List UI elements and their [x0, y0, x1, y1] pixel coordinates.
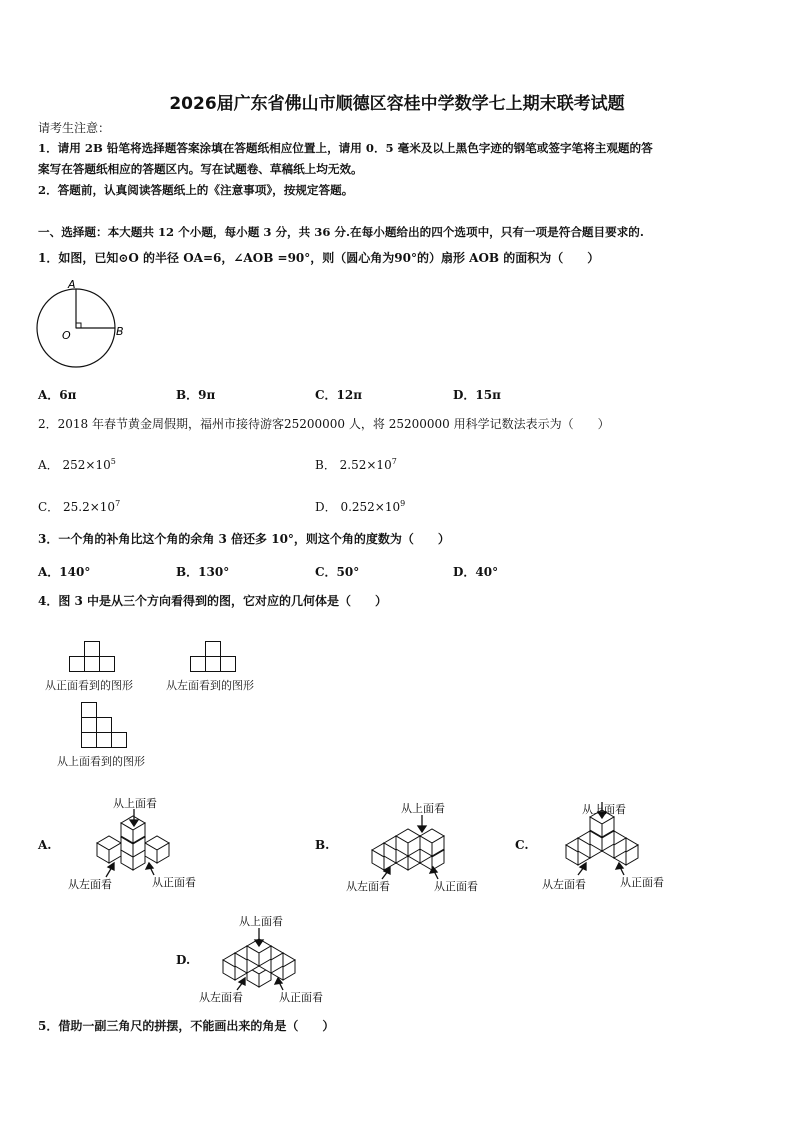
right-angle-mark	[76, 323, 81, 328]
svg-text:从上面看: 从上面看	[582, 803, 626, 816]
svg-text:从左面看: 从左面看	[68, 878, 112, 891]
svg-text:从正面看: 从正面看	[434, 880, 478, 893]
left-view-caption: 从左面看到的图形	[166, 679, 254, 692]
svg-text:从上面看: 从上面看	[401, 802, 445, 815]
svg-text:从正面看: 从正面看	[279, 991, 323, 1004]
svg-text:从左面看: 从左面看	[346, 880, 390, 893]
q3-option-b: B．130°	[176, 565, 230, 579]
q2-option-a: A． $252\times 10^5$	[38, 457, 116, 472]
notice-item-1-line-1: 1．请用 2B 铅笔将选择题答案涂填在答题纸相应位置上，请用 0．5 毫米及以上黑色字迹的钢笔或签字笔将主观题的答	[38, 141, 653, 155]
left-view-figure	[190, 641, 238, 673]
svg-text:从左面看: 从左面看	[542, 878, 586, 891]
q1-circle-figure	[36, 280, 146, 372]
q1-option-a: A．6π	[38, 388, 77, 402]
q4-option-d-label: D.	[176, 953, 191, 967]
q4-option-a-label: A.	[38, 838, 52, 852]
notice-item-1-line-2: 案写在答题纸相应的答题区内。写在试题卷、草稿纸上均无效。	[38, 162, 363, 176]
label-a: A	[68, 278, 76, 291]
q1-option-b: B．9π	[176, 388, 216, 402]
q2-option-d: D． $0.252\times 10^9$	[315, 499, 406, 514]
q4-option-b-solid	[342, 795, 492, 895]
q4-option-d-solid	[195, 910, 345, 1010]
q3-stem: 3．一个角的补角比这个角的余角 3 倍还多 10°，则这个角的度数为（ ）	[38, 532, 450, 546]
front-view-figure	[69, 641, 117, 673]
section-heading: 一、选择题：本大题共 12 个小题，每小题 3 分，共 36 分.在每小题给出的四个选项中，只有一项是符合题目要求的.	[38, 225, 644, 239]
q3-option-a: A．140°	[38, 565, 91, 579]
notice-heading: 请考生注意：	[38, 121, 111, 135]
q4-option-c-solid	[538, 795, 688, 895]
q2-option-b: B． $2.52\times 10^7$	[315, 457, 397, 472]
q5-stem: 5．借助一副三角尺的拼摆，不能画出来的角是（ ）	[38, 1019, 335, 1033]
q2-option-c: C． $25.2\times 10^7$	[38, 499, 121, 514]
top-view-caption: 从上面看到的图形	[57, 755, 145, 768]
svg-text:从上面看: 从上面看	[113, 797, 157, 810]
q4-option-b-label: B.	[315, 838, 330, 852]
label-b: B	[116, 325, 124, 338]
q4-option-a-solid	[62, 795, 212, 895]
q1-stem: 1．如图，已知⊙O 的半径 OA=6，∠AOB =90°，则（圆心角为90°的）扇形 AOB 的面积为（ ）	[38, 251, 600, 265]
q2-stem: 2．2018 年春节黄金周假期，福州市接待游客25200000 人，将 25200000 用科学记数法表示为（ ）	[38, 417, 610, 431]
svg-text:从正面看: 从正面看	[620, 876, 664, 889]
q1-option-c: C．12π	[315, 388, 363, 402]
q1-option-d: D．15π	[453, 388, 501, 402]
front-view-caption: 从正面看到的图形	[45, 679, 133, 692]
label-o: O	[62, 329, 71, 342]
q4-option-c-label: C.	[515, 838, 529, 852]
top-view-figure	[81, 702, 129, 750]
q3-option-c: C．50°	[315, 565, 360, 579]
svg-text:从左面看: 从左面看	[199, 991, 243, 1004]
q3-option-d: D．40°	[453, 565, 499, 579]
q4-stem: 4．图 3 中是从三个方向看得到的图，它对应的几何体是（ ）	[38, 594, 388, 608]
svg-text:从正面看: 从正面看	[152, 876, 196, 889]
page-title: 2026届广东省佛山市顺德区容桂中学数学七上期末联考试题	[169, 94, 625, 114]
svg-text:从上面看: 从上面看	[239, 915, 283, 928]
notice-item-2: 2．答题前，认真阅读答题纸上的《注意事项》，按规定答题。	[38, 183, 354, 197]
